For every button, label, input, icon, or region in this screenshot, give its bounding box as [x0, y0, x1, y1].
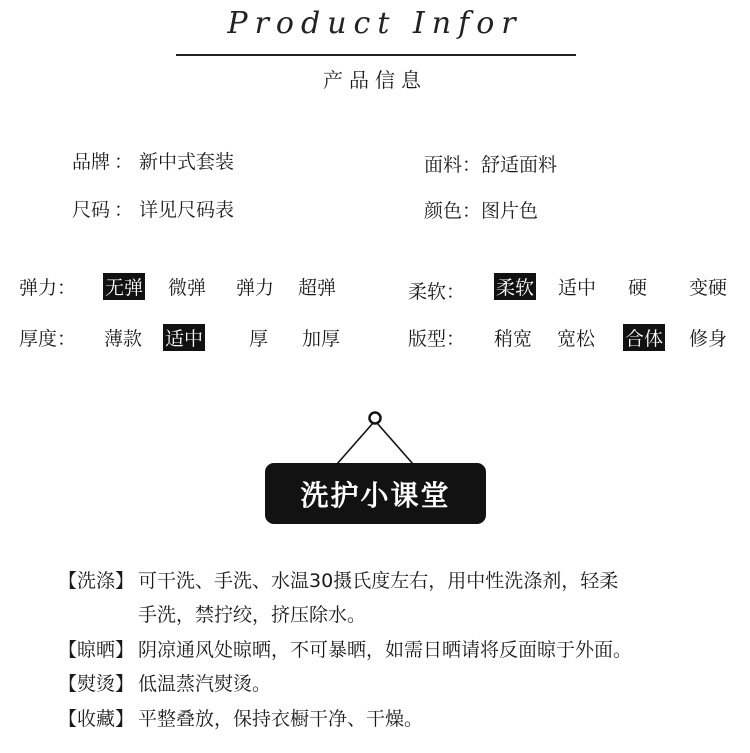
softness-option-selected: 柔软	[494, 273, 536, 300]
fabric-value: 舒适面料	[481, 154, 558, 176]
softness-option: 变硬	[689, 277, 728, 299]
thickness-option: 加厚	[302, 328, 341, 350]
elasticity-option: 超弹	[298, 277, 337, 299]
care-item-drying: 【晾晒】 阴凉通风处晾晒，不可暴晒，如需日晒请将反面晾于外面。	[58, 639, 633, 661]
elasticity-option: 微弹	[168, 277, 207, 299]
script-title: Product Infor	[227, 6, 523, 41]
thickness-option: 薄款	[104, 328, 143, 350]
color-value: 图片色	[481, 200, 539, 222]
size-field: 尺码 ： 详见尺码表	[72, 199, 235, 221]
care-text: 可干洗、手洗、水温30摄氏度左右，用中性洗涤剂，轻柔	[138, 570, 619, 592]
title-divider	[176, 54, 576, 56]
fabric-field: 面料：舒适面料	[424, 154, 558, 176]
page-subtitle: 产品信息	[323, 68, 427, 92]
fabric-label: 面料	[424, 154, 463, 176]
care-item-washing: 【洗涤】 可干洗、手洗、水温30摄氏度左右，用中性洗涤剂，轻柔	[58, 570, 619, 592]
fit-option: 宽松	[557, 328, 596, 350]
fit-option-selected: 合体	[623, 324, 665, 351]
hanger-icon	[260, 406, 490, 468]
brand-value: 新中式套装	[139, 151, 235, 173]
thickness-option-selected: 适中	[163, 324, 205, 351]
fit-option: 修身	[689, 328, 728, 350]
elasticity-option-selected: 无弹	[103, 273, 145, 300]
care-text: 阴凉通风处晾晒，不可暴晒，如需日晒请将反面晾于外面。	[138, 639, 633, 661]
thickness-label: 厚度：	[19, 328, 77, 350]
elasticity-option: 弹力	[236, 277, 275, 299]
care-text: 平整叠放，保持衣橱干净、干燥。	[138, 708, 424, 730]
color-field: 颜色：图片色	[424, 200, 539, 222]
care-section-title: 洗护小课堂	[265, 463, 486, 524]
care-text: 低温蒸汽熨烫。	[138, 673, 272, 695]
brand-label: 品牌	[72, 151, 111, 173]
care-tag: 熨烫	[77, 673, 116, 695]
color-label: 颜色	[424, 200, 463, 222]
softness-label: 柔软：	[408, 281, 466, 303]
care-tag: 洗涤	[77, 570, 116, 592]
size-label: 尺码	[72, 199, 111, 221]
care-tag: 收藏	[77, 708, 116, 730]
care-tag: 晾晒	[77, 639, 116, 661]
care-item-ironing: 【熨烫】 低温蒸汽熨烫。	[58, 673, 272, 695]
fit-option: 稍宽	[494, 328, 533, 350]
care-text-continued: 手洗，禁拧绞，挤压除水。	[138, 604, 367, 626]
elasticity-label: 弹力：	[19, 277, 77, 299]
brand-field: 品牌 ： 新中式套装	[72, 151, 235, 173]
fit-label: 版型：	[408, 328, 466, 350]
softness-option: 硬	[628, 277, 648, 299]
size-value: 详见尺码表	[139, 199, 235, 221]
care-item-storage: 【收藏】 平整叠放，保持衣橱干净、干燥。	[58, 708, 424, 730]
thickness-option: 厚	[249, 328, 269, 350]
softness-option: 适中	[558, 277, 597, 299]
